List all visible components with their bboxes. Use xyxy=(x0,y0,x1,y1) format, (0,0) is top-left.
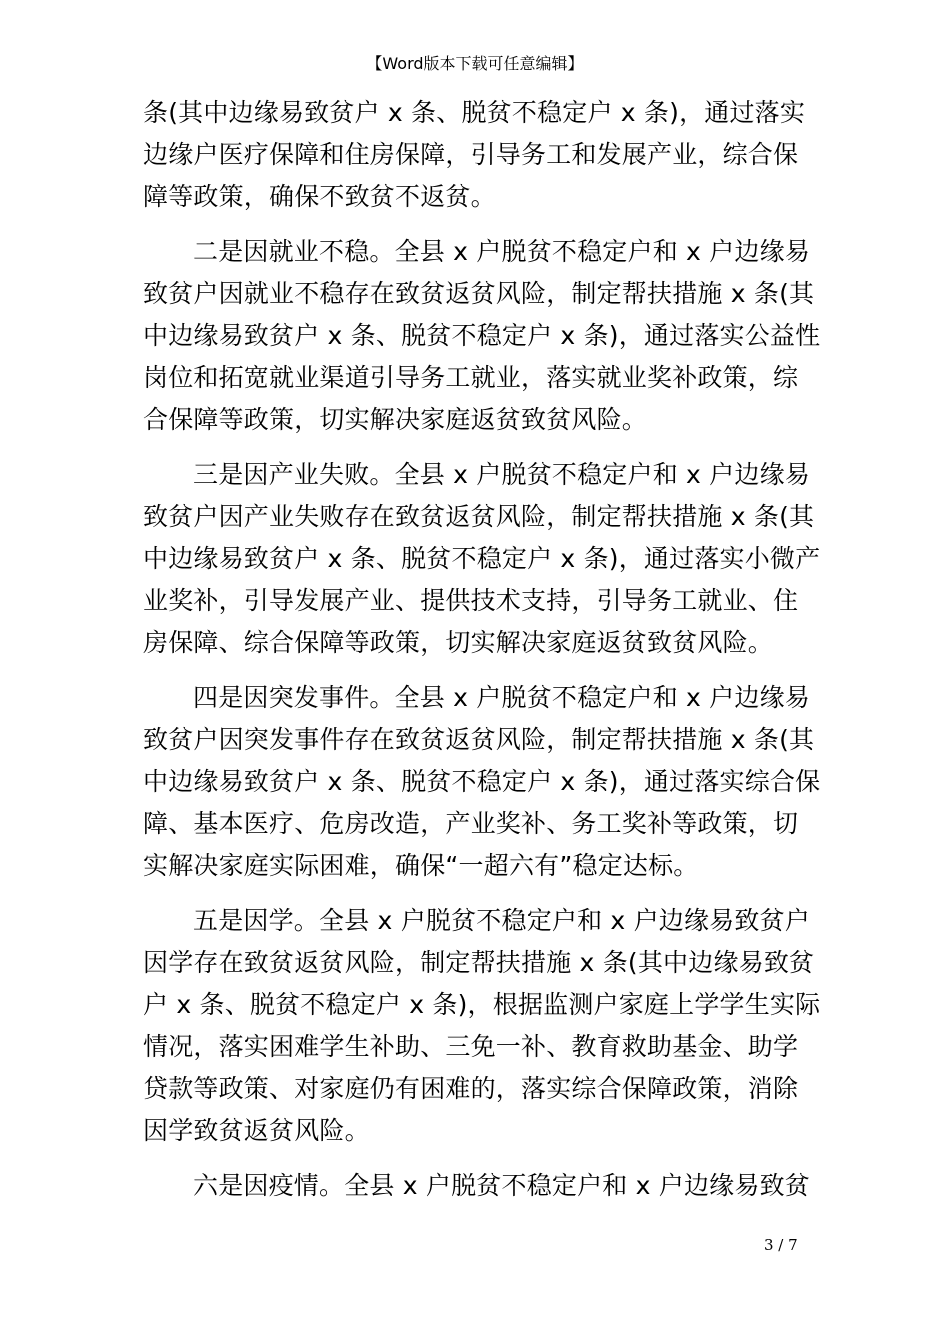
page-header: 【Word版本下载可任意编辑】 xyxy=(366,54,584,73)
document-body xyxy=(143,92,821,1207)
text-line: 中边缘易致贫户 x 条、脱贫不稳定户 x 条)，通过落实公益性 xyxy=(143,321,821,350)
text-line: 六是因疫情。全县 x 户脱贫不稳定户和 x 户边缘易致贫 xyxy=(193,1171,810,1200)
text-line: 三是因产业失败。全县 x 户脱贫不稳定户和 x 户边缘易 xyxy=(193,460,810,489)
text-line: 因学存在致贫返贫风险，制定帮扶措施 x 条(其中边缘易致贫 xyxy=(143,948,815,977)
text-line: 五是因学。全县 x 户脱贫不稳定户和 x 户边缘易致贫户 xyxy=(193,906,810,935)
paragraph-epidemic xyxy=(143,1165,813,1207)
paragraph-employment xyxy=(143,231,821,441)
text-line: 致贫户因就业不稳存在致贫返贫风险，制定帮扶措施 x 条(其 xyxy=(143,279,815,308)
paragraph-continuation xyxy=(143,92,813,218)
paragraph-education xyxy=(143,900,821,1152)
page-number: 3 / 7 xyxy=(764,1236,798,1254)
paragraph-industry xyxy=(143,454,821,664)
text-line: 岗位和拓宽就业渠道引导务工就业，落实就业奖补政策，综 xyxy=(143,363,799,392)
text-line: 因学致贫返贫风险。 xyxy=(143,1116,370,1145)
text-line: 致贫户因产业失败存在致贫返贫风险，制定帮扶措施 x 条(其 xyxy=(143,502,815,531)
text-line: 贷款等政策、对家庭仍有困难的，落实综合保障政策，消除 xyxy=(143,1074,799,1103)
text-line: 实解决家庭实际困难，确保“一超六有”稳定达标。 xyxy=(143,851,699,880)
text-line: 致贫户因突发事件存在致贫返贫风险，制定帮扶措施 x 条(其 xyxy=(143,725,815,754)
text-line: 业奖补，引导发展产业、提供技术支持，引导务工就业、住 xyxy=(143,586,799,615)
text-line: 户 x 条、脱贫不稳定户 x 条)，根据监测户家庭上学学生实际 xyxy=(143,990,821,1019)
text-line: 中边缘易致贫户 x 条、脱贫不稳定户 x 条)，通过落实小微产 xyxy=(143,544,821,573)
text-line: 条(其中边缘易致贫户 x 条、脱贫不稳定户 x 条)，通过落实 xyxy=(143,98,806,127)
paragraph-emergency xyxy=(143,677,821,887)
text-line: 房保障、综合保障等政策，切实解决家庭返贫致贫风险。 xyxy=(143,628,774,657)
text-line: 情况，落实困难学生补助、三免一补、教育救助基金、助学 xyxy=(143,1032,799,1061)
text-line: 边缘户医疗保障和住房保障，引导务工和发展产业，综合保 xyxy=(143,140,799,169)
text-line: 二是因就业不稳。全县 x 户脱贫不稳定户和 x 户边缘易 xyxy=(193,237,810,266)
text-line: 中边缘易致贫户 x 条、脱贫不稳定户 x 条)，通过落实综合保 xyxy=(143,767,821,796)
text-line: 障、基本医疗、危房改造，产业奖补、务工奖补等政策，切 xyxy=(143,809,799,838)
text-line: 合保障等政策，切实解决家庭返贫致贫风险。 xyxy=(143,405,648,434)
text-line: 四是因突发事件。全县 x 户脱贫不稳定户和 x 户边缘易 xyxy=(193,683,810,712)
text-line: 障等政策，确保不致贫不返贫。 xyxy=(143,182,496,211)
